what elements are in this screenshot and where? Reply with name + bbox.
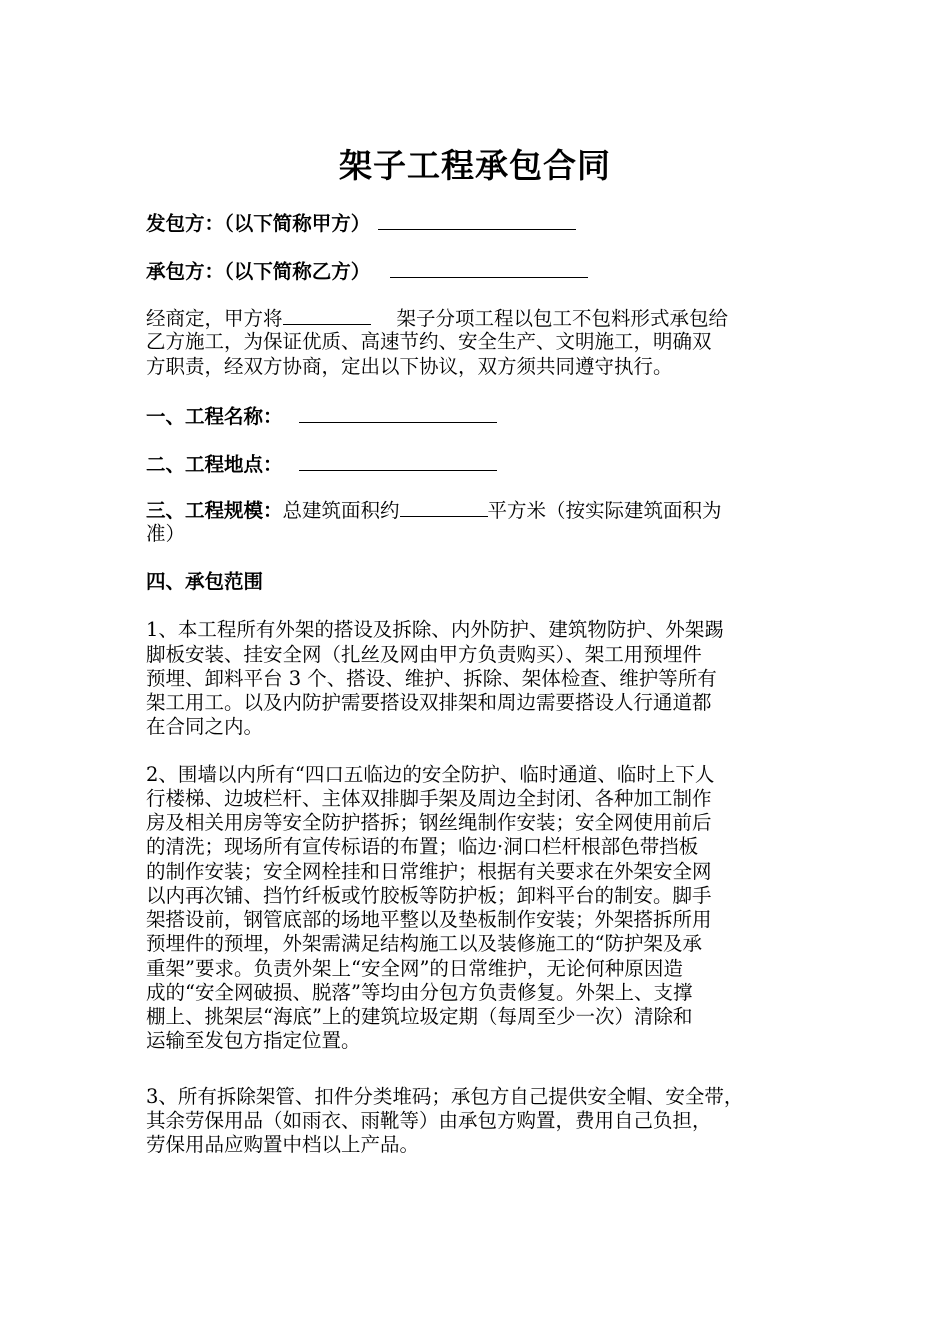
- contractor-label: 承包方：（以下简称乙方）: [146, 260, 371, 283]
- scope-item-2-line: 架搭设前，钢管底部的场地平整以及垫板制作安装；外架搭拆所用: [146, 908, 712, 931]
- intro-project-blank: [283, 305, 371, 325]
- intro-line-2: 乙方施工，为保证优质、高速节约、安全生产、文明施工，明确双: [146, 330, 712, 353]
- intro-text-2: 架子分项工程以包工不包料形式承包给: [396, 307, 729, 330]
- project-location-line: [146, 451, 497, 477]
- scope-item-3-line: 其余劳保用品（如雨衣、雨靴等）由承包方购置，费用自己负担，: [146, 1109, 712, 1132]
- scope-item-2-line: 重架”要求。负责外架上“安全网”的日常维护，无论何种原因造: [146, 957, 683, 980]
- scope-item-3-line: 3、所有拆除架管、扣件分类堆码；承包方自己提供安全帽、安全带，: [146, 1085, 744, 1108]
- scope-item-2-line: 行楼梯、边坡栏杆、主体双排脚手架及周边全封闭、各种加工制作: [146, 787, 712, 810]
- page-title: 架子工程承包合同: [339, 146, 611, 185]
- contractor-line: [146, 258, 588, 284]
- employer-label: 发包方：（以下简称甲方）: [146, 212, 371, 235]
- scope-item-1-line: 预埋、卸料平台 3 个、搭设、维护、拆除、架体检查、维护等所有: [146, 667, 717, 690]
- project-location-label: 二、工程地点：: [146, 453, 283, 476]
- scope-item-2-line: 棚上、挑架层“海底”上的建筑垃圾定期（每周至少一次）清除和: [146, 1005, 693, 1028]
- scope-item-2-line: 以内再次铺、挡竹纤板或竹胶板等防护板；卸料平台的制安。脚手: [146, 884, 712, 907]
- project-scale-blank: [400, 497, 488, 517]
- scope-item-2-line: 运输至发包方指定位置。: [146, 1029, 361, 1052]
- scope-item-2-line: 成的“安全网破损、脱落”等均由分包方负责修复。外架上、支撑: [146, 981, 693, 1004]
- employer-line: [146, 210, 576, 236]
- project-name-label: 一、工程名称：: [146, 405, 283, 428]
- intro-line-1: [146, 305, 728, 331]
- project-scale-text-1: 总建筑面积约: [282, 499, 400, 522]
- project-name-blank: [299, 403, 497, 423]
- contractor-blank: [390, 258, 588, 278]
- scope-item-3-line: 劳保用品应购置中档以上产品。: [146, 1133, 420, 1156]
- scope-item-2-line: 的清洗；现场所有宣传标语的布置；临边·洞口栏杆根部色带挡板: [146, 835, 699, 858]
- project-location-blank: [299, 451, 497, 471]
- scope-heading: 四、承包范围: [146, 570, 264, 593]
- scope-item-1-line: 架工用工。以及内防护需要搭设双排架和周边需要搭设人行通道都: [146, 691, 712, 714]
- project-name-line: [146, 403, 497, 429]
- scope-item-2-line: 的制作安装；安全网栓挂和日常维护；根据有关要求在外架安全网: [146, 860, 712, 883]
- scope-item-2-line: 2、围墙以内所有“四口五临边的安全防护、临时通道、临时上下人: [146, 763, 715, 786]
- employer-blank: [378, 210, 576, 230]
- scope-item-1-line: 在合同之内。: [146, 715, 264, 738]
- project-scale-line: [146, 497, 722, 523]
- intro-text-1: 经商定，甲方将: [146, 307, 283, 330]
- scope-item-2-line: 预埋件的预埋，外架需满足结构施工以及装修施工的“防护架及承: [146, 932, 702, 955]
- scope-item-2-line: 房及相关用房等安全防护搭拆；钢丝绳制作安装；安全网使用前后: [146, 811, 712, 834]
- scope-item-1-line: 1、本工程所有外架的搭设及拆除、内外防护、建筑物防护、外架踢: [146, 618, 724, 641]
- project-scale-text-2: 平方米（按实际建筑面积为: [487, 499, 722, 522]
- project-scale-line-2: 准）: [146, 522, 186, 545]
- intro-line-3: 方职责，经双方协商，定出以下协议，双方须共同遵守执行。: [146, 355, 673, 378]
- scope-item-1-line: 脚板安装、挂安全网（扎丝及网由甲方负责购买）、架工用预埋件: [146, 643, 702, 666]
- project-scale-label: 三、工程规模：: [146, 499, 283, 522]
